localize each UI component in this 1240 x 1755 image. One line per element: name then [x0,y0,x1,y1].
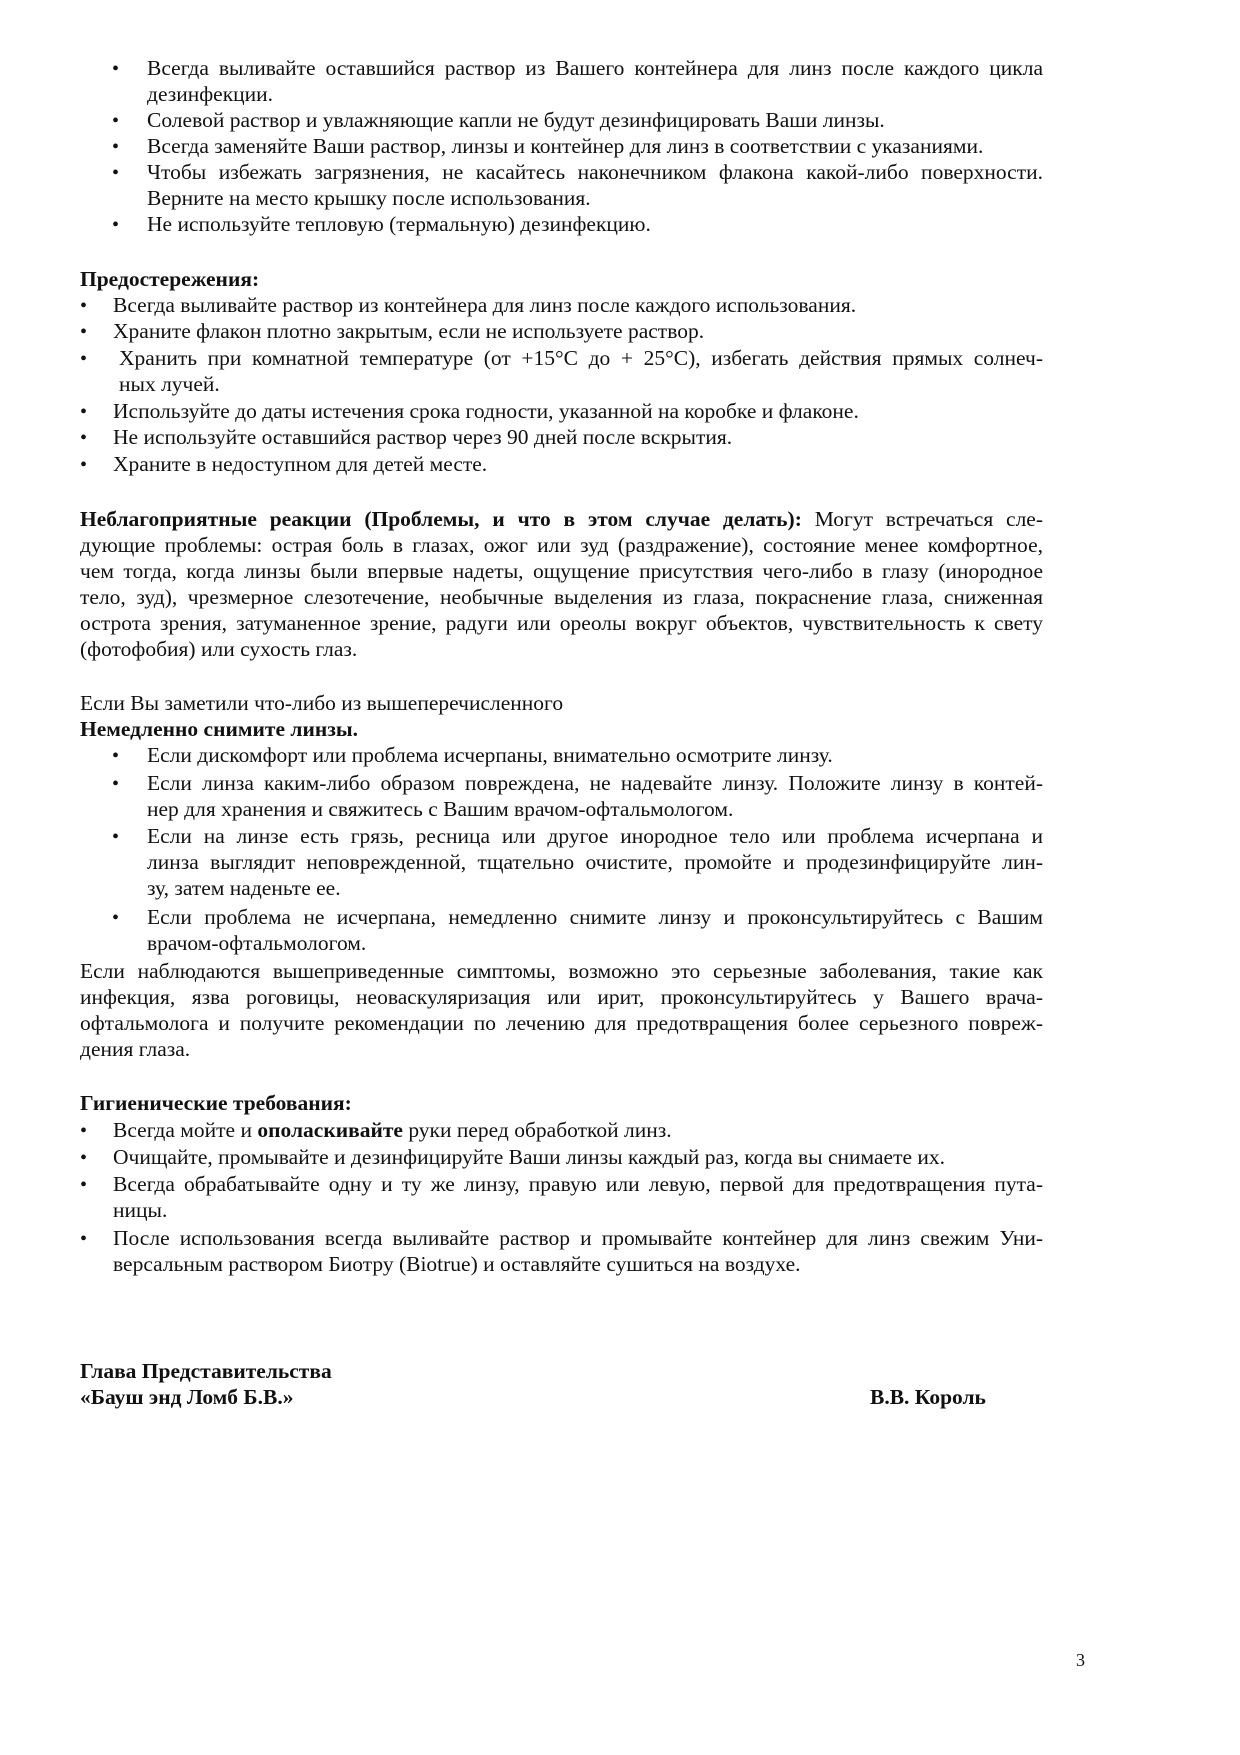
bullet-icon: • [112,136,120,158]
page-number: 3 [1076,1650,1085,1670]
list-item-text: Всегда выливайте раствор из контейнера для линз после каждого использования. [113,293,857,317]
list-item-text: Верните на место крышку после использования. [147,186,591,210]
list-item-text: версальным раствором Биотру (Biotrue) и оставляйте сушиться на воздухе. [113,1252,801,1276]
company-name: «Бауш энд Ломб Б.В.» [80,1385,294,1409]
paragraph-line: чем тогда, когда линзы были впервые надеты, ощущение присутствия чего-либо в глазу (инородное [80,559,1043,583]
bullet-icon: • [112,745,120,767]
bullet-icon: • [112,773,120,795]
list-item-text: врачом-офтальмологом. [147,931,367,955]
list-item-text [113,1116,672,1144]
list-item-text: Солевой раствор и увлажняющие капли не будут дезинфицировать Ваши линзы. [147,108,885,132]
section-heading: Немедленно снимите линзы. [80,717,359,741]
paragraph-line: Если наблюдаются вышеприведенные симптомы, возможно это серьезные заболевания, такие как [80,959,1043,983]
section-heading: Гигиенические требования: [80,1091,352,1115]
list-item-text: Используйте до даты истечения срока годности, указанной на коробке и флаконе. [113,399,859,423]
emphasis-text: ополаскивайте [257,1118,403,1142]
list-item-text: ницы. [113,1198,168,1222]
paragraph-line: тело, зуд), чрезмерное слезотечение, необычные выделения из глаза, покраснение глаза, сниженная [80,585,1043,609]
list-item-text: Если на линзе есть грязь, ресница или другое инородное тело или проблема исчерпана и [147,824,1043,848]
list-item-text: Чтобы избежать загрязнения, не касайтесь наконечником флакона какой-либо поверхности. [147,160,1043,184]
bullet-icon: • [112,110,120,132]
paragraph-line: инфекция, язва роговицы, неоваскуляризация или ирит, проконсультируйтесь у Вашего врача- [80,985,1043,1009]
list-item-text: Храните в недоступном для детей месте. [113,452,488,476]
list-item-text-part: Всегда мойте и [113,1118,258,1142]
bullet-icon: • [80,401,88,423]
bullet-icon: • [112,826,120,848]
list-item-text: Если линза каким-либо образом повреждена, не надевайте линзу. Положите линзу в контей- [147,771,1043,795]
paragraph-line: дения глаза. [80,1037,191,1061]
list-item-text: Если проблема не исчерпана, немедленно снимите линзу и проконсультируйтесь с Вашим [147,905,1043,929]
paragraph-line: острота зрения, затуманенное зрение, радуги или ореолы вокруг объектов, чувствительность к свету [80,611,1043,635]
bullet-icon: • [112,162,120,184]
bullet-icon: • [80,321,88,343]
bullet-icon: • [80,348,88,370]
list-item-text: Всегда выливайте оставшийся раствор из Вашего контейнера для линз после каждого цикла [147,56,1043,80]
list-item-text: Не используйте тепловую (термальную) дезинфекцию. [147,212,651,236]
section-heading: Предостережения: [80,267,260,291]
bullet-icon: • [80,1120,88,1142]
list-item-text: зу, затем наденьте ее. [147,876,341,900]
paragraph-text: Если Вы заметили что-либо из вышеперечисленного [80,691,564,715]
signatory-name: В.В. Король [870,1385,986,1409]
list-item-text: Если дискомфорт или проблема исчерпаны, внимательно осмотрите линзу. [147,743,833,767]
section-heading: Неблагоприятные реакции (Проблемы, и что в этом случае делать): [80,507,802,531]
bullet-icon: • [80,1147,88,1169]
bullet-icon: • [80,454,88,476]
signatory-title: Глава Представительства [80,1359,332,1383]
list-item-text-part: руки перед обработкой линз. [402,1118,672,1142]
bullet-icon: • [80,295,88,317]
bullet-icon: • [80,1228,88,1250]
list-item-text: линза выглядит неповрежденной, тщательно очистите, промойте и продезинфицируйте лин- [147,850,1043,874]
list-item-text: Храните флакон плотно закрытым, если не используете раствор. [113,319,705,343]
bullet-icon: • [112,214,120,236]
list-item-text: Всегда заменяйте Ваши раствор, линзы и контейнер для линз в соответствии с указаниями. [147,134,984,158]
list-item-text: дезинфекции. [147,82,274,106]
list-item-text: Очищайте, промывайте и дезинфицируйте Ваши линзы каждый раз, когда вы снимаете их. [113,1145,946,1169]
bullet-icon: • [80,1174,88,1196]
bullet-icon: • [112,907,120,929]
paragraph-text: Могут встречаться сле- [814,507,1044,531]
paragraph-line: дующие проблемы: острая боль в глазах, ожог или зуд (раздражение), состояние менее комфортное, [80,533,1043,557]
bullet-icon: • [80,427,88,449]
list-item-text: Не используйте оставшийся раствор через 90 дней после вскрытия. [113,425,733,449]
list-item-text: Всегда обрабатывайте одну и ту же линзу, правую или левую, первой для предотвращения пута- [113,1172,1043,1196]
paragraph-line [80,505,1043,533]
paragraph-line: (фотофобия) или сухость глаз. [80,637,358,661]
list-item-text: Хранить при комнатной температуре (от +15°С до + 25°С), избегать действия прямых солнеч- [119,346,1043,370]
list-item-text: ных лучей. [119,372,220,396]
list-item-text: нер для хранения и свяжитесь с Вашим врачом-офтальмологом. [147,797,734,821]
bullet-icon: • [112,58,120,80]
paragraph-line: офтальмолога и получите рекомендации по лечению для предотвращения более серьезного повреж- [80,1011,1043,1035]
list-item-text: После использования всегда выливайте раствор и промывайте контейнер для линз свежим Уни- [113,1226,1043,1250]
